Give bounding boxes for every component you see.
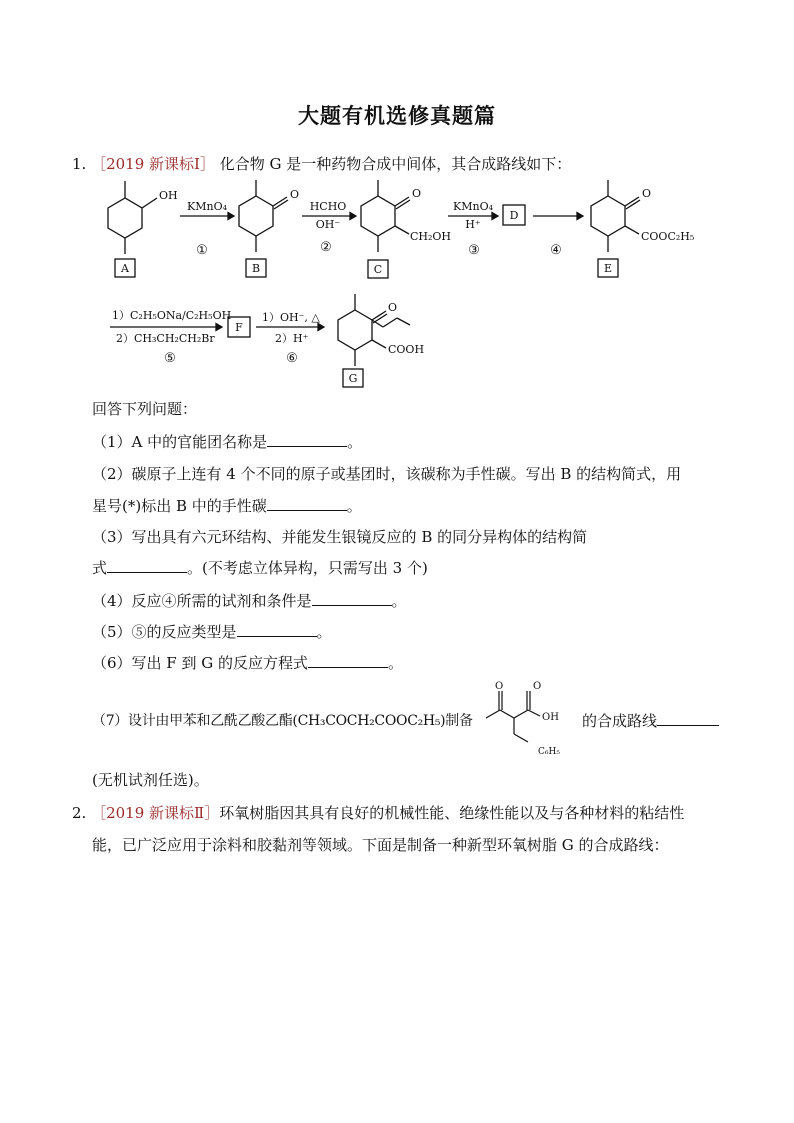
- answer-blank[interactable]: [657, 711, 719, 726]
- step-4-number: ④: [550, 243, 562, 258]
- question-intro: 化合物 G 是一种药物合成中间体，其合成路线如下：: [219, 155, 572, 173]
- label-o-b: O: [290, 188, 300, 201]
- reagent-6-bottom: 2）H⁺: [275, 332, 309, 345]
- compound-c-label: C: [373, 263, 383, 276]
- reagent-5-top: 1）C₂H₅ONa/C₂H₅OH: [112, 309, 232, 322]
- sub-question-7-text: （7）设计由甲苯和乙酰乙酸乙酯(CH₃COCH₂COOC₂H₅)制备: [92, 713, 473, 729]
- label-o: O: [495, 681, 504, 692]
- ring-a: [108, 198, 142, 238]
- compound-e-label: E: [603, 262, 613, 275]
- label-o: O: [533, 681, 542, 692]
- compound-f-label: F: [235, 321, 243, 334]
- answer-blank[interactable]: [237, 622, 317, 637]
- question-2-line1: 2. ［2019 新课标Ⅱ］环氧树脂因其具有良好的机械性能、绝缘性能以及与各种材料的粘结性: [72, 804, 685, 822]
- step-1-number: ①: [196, 243, 208, 258]
- reagent-3-bottom: H⁺: [465, 218, 481, 231]
- sub-question-6: （6）写出 F 到 G 的反应方程式 。: [92, 654, 404, 672]
- reagent-1-top: KMnO₄: [187, 200, 227, 213]
- answer-blank[interactable]: [267, 496, 347, 511]
- question-source: ［2019 新课标Ⅰ］: [91, 155, 215, 173]
- sub-question-4: （4）反应④所需的试剂和条件是 。: [92, 592, 407, 610]
- compound-d-label: D: [509, 209, 519, 222]
- ring-c: [361, 196, 395, 236]
- compound-b-label: B: [251, 262, 261, 275]
- sub-question-7-end: (无机试剂任选)。: [92, 771, 209, 789]
- question-number: 2.: [72, 804, 87, 822]
- answer-blank[interactable]: [107, 558, 187, 573]
- step-3-number: ③: [468, 243, 480, 258]
- target-molecule-structure: [482, 678, 582, 760]
- question-number: 1.: [72, 155, 87, 173]
- label-cooh: COOH: [388, 343, 425, 356]
- reagent-2-bottom: OH⁻: [315, 218, 341, 231]
- answer-intro: 回答下列问题：: [92, 400, 198, 418]
- label-o-c: O: [412, 187, 422, 200]
- answer-blank[interactable]: [312, 591, 392, 606]
- sub-question-5: （5）⑤的反应类型是 。: [92, 623, 332, 641]
- reagent-3-top: KMnO₄: [453, 200, 493, 213]
- synthesis-scheme: [0, 170, 794, 395]
- label-c6h5: C₆H₅: [538, 747, 560, 757]
- step-5-number: ⑤: [164, 351, 176, 366]
- question-source: ［2019 新课标Ⅱ］: [91, 804, 220, 822]
- label-ch2oh: CH₂OH: [410, 230, 452, 243]
- label-cooc2h5: COOC₂H₅: [641, 230, 695, 243]
- sub-question-2-line2: 星号(*)标出 B 中的手性碳 。: [92, 497, 362, 515]
- sub-question-1: （1）A 中的官能团名称是 。: [92, 433, 363, 451]
- ring-b: [239, 196, 273, 236]
- step-2-number: ②: [320, 240, 332, 255]
- sub-question-2-line1: （2）碳原子上连有 4 个不同的原子或基团时，该碳称为手性碳。写出 B 的结构简式，用: [92, 465, 682, 483]
- answer-blank[interactable]: [308, 653, 388, 668]
- label-oh: OH: [542, 712, 559, 723]
- answer-blank[interactable]: [267, 432, 347, 447]
- sub-question-3-line1: （3）写出具有六元环结构、并能发生银镜反应的 B 的同分异构体的结构简: [92, 528, 588, 546]
- compound-a-label: A: [121, 262, 129, 275]
- reagent-2-top: HCHO: [309, 200, 347, 213]
- compound-g-label: G: [348, 372, 358, 385]
- label-o-e: O: [642, 187, 652, 200]
- ring-e: [591, 196, 625, 236]
- question-2-line2: 能，已广泛应用于涂料和胶黏剂等领域。下面是制备一种新型环氧树脂 G 的合成路线：: [92, 836, 669, 854]
- sub-question-3-line2: 式 。(不考虑立体异构，只需写出 3 个): [92, 559, 428, 577]
- reagent-6-top: 1）OH⁻, △: [262, 311, 320, 324]
- sub-question-7-tail: 的合成路线: [582, 711, 719, 731]
- label-o-g: O: [388, 301, 398, 314]
- reagent-5-bottom: 2）CH₃CH₂CH₂Br: [116, 332, 215, 345]
- step-6-number: ⑥: [286, 351, 298, 366]
- label-oh: OH: [159, 189, 178, 202]
- page-title: 大题有机选修真题篇: [298, 104, 496, 128]
- ring-g: [338, 310, 372, 350]
